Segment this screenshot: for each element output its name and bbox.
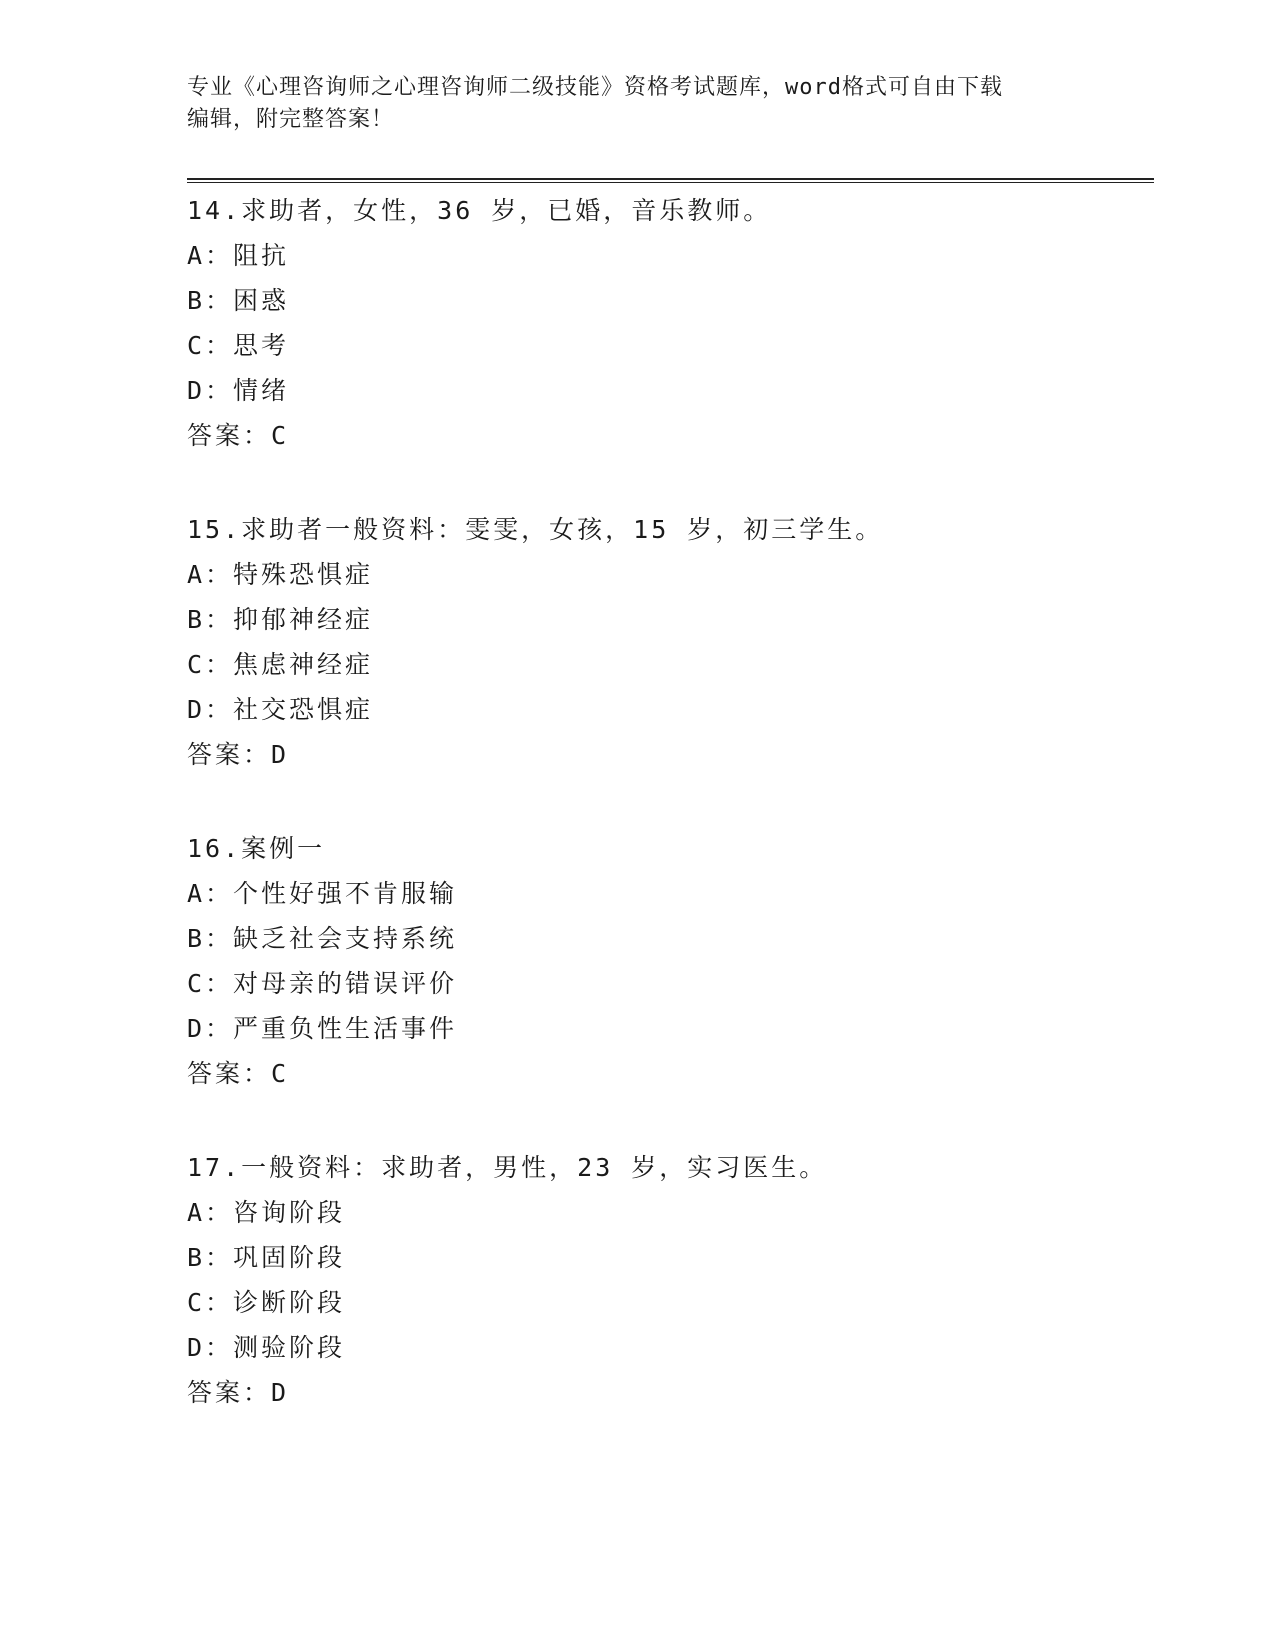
answer-label: 答案： bbox=[187, 421, 272, 450]
question-stem: 15.求助者一般资料：雯雯，女孩，15 岁，初三学生。 bbox=[187, 515, 884, 544]
answer-label: 答案： bbox=[187, 740, 272, 769]
question-14 bbox=[187, 188, 1147, 458]
option-d: D：社交恐惧症 bbox=[187, 695, 374, 724]
question-list bbox=[187, 188, 1147, 1464]
question-stem: 14.求助者，女性，36 岁，已婚，音乐教师。 bbox=[187, 196, 772, 225]
answer-line bbox=[187, 1370, 1147, 1415]
header-divider bbox=[187, 178, 1154, 183]
question-stem: 16.案例一 bbox=[187, 834, 326, 863]
option-d: D：情绪 bbox=[187, 376, 290, 405]
question-17 bbox=[187, 1145, 1147, 1415]
question-stem: 17.一般资料：求助者，男性，23 岁，实习医生。 bbox=[187, 1153, 828, 1182]
answer-value: C bbox=[271, 1059, 289, 1088]
answer-value: D bbox=[271, 1378, 289, 1407]
option-a: A：个性好强不肯服输 bbox=[187, 879, 458, 908]
answer-value: C bbox=[271, 421, 289, 450]
option-c: C：诊断阶段 bbox=[187, 1288, 346, 1317]
option-b: B：巩固阶段 bbox=[187, 1243, 346, 1272]
answer-line bbox=[187, 1051, 1147, 1096]
question-16 bbox=[187, 826, 1147, 1096]
option-c: C：思考 bbox=[187, 331, 290, 360]
document-header bbox=[187, 72, 1087, 136]
option-d: D：测验阶段 bbox=[187, 1333, 346, 1362]
answer-label: 答案： bbox=[187, 1059, 272, 1088]
answer-line bbox=[187, 413, 1147, 458]
answer-label: 答案： bbox=[187, 1378, 272, 1407]
option-c: C：对母亲的错误评价 bbox=[187, 969, 458, 998]
option-d: D：严重负性生活事件 bbox=[187, 1014, 458, 1043]
option-a: A：阻抗 bbox=[187, 241, 290, 270]
answer-value: D bbox=[271, 740, 289, 769]
option-b: B：困惑 bbox=[187, 286, 290, 315]
option-b: B：抑郁神经症 bbox=[187, 605, 374, 634]
option-a: A：特殊恐惧症 bbox=[187, 560, 374, 589]
answer-line bbox=[187, 732, 1147, 777]
option-c: C：焦虑神经症 bbox=[187, 650, 374, 679]
header-line-2: 编辑，附完整答案！ bbox=[187, 107, 395, 132]
option-b: B：缺乏社会支持系统 bbox=[187, 924, 458, 953]
option-a: A：咨询阶段 bbox=[187, 1198, 346, 1227]
header-line-1: 专业《心理咨询师之心理咨询师二级技能》资格考试题库，word格式可自由下载 bbox=[187, 75, 1003, 100]
question-15 bbox=[187, 507, 1147, 777]
